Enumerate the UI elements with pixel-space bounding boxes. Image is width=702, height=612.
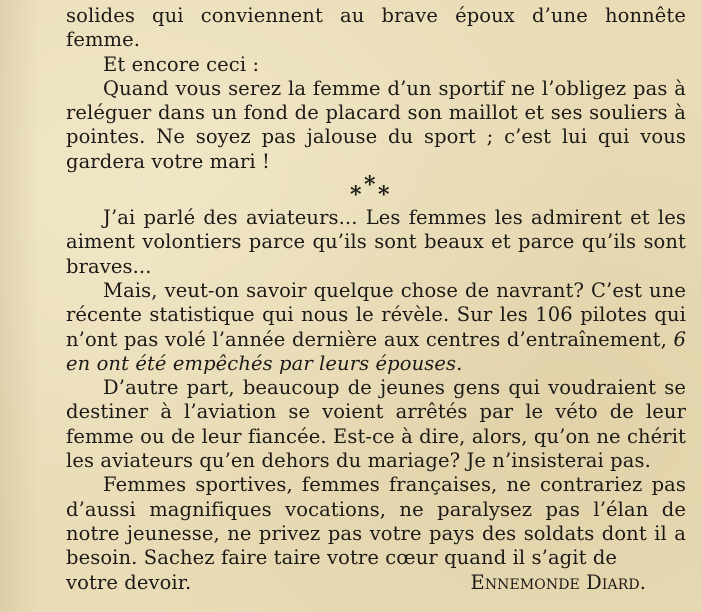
paragraph-navrant — [66, 279, 686, 376]
article-column — [66, 4, 686, 595]
navrant-emphasis: 6 en ont été empêchés par leurs épouses. — [66, 327, 686, 375]
paragraph-encore: Et encore ceci : — [103, 52, 260, 76]
paragraph-continuation-end — [66, 28, 686, 52]
asterism-separator — [66, 172, 686, 209]
paragraph-quand: Quand vous serez la femme d’un sportif ne l’obligez pas à reléguer dans un fond de placard son maillot et ses souliers à pointes. Ne soyez pas jalouse du sport ; c’est lui qui vous gardera votre mari ! — [66, 76, 686, 173]
paragraph-autre-part: D’autre part, beaucoup de jeunes gens qui voudraient se destiner à l’aviation se voient arrêtés par le véto de leur femme ou de leur fiancée. Est-ce à dire, alors, qu’on ne chérit les aviateurs qu’en dehors du mariage? Je n’insisterai pas. — [66, 376, 686, 473]
paragraph-aviateurs: J’ai parlé des aviateurs... Les femmes les admirent et les aiment volontiers parce qu’ils sont beaux et parce qu’ils sont braves... — [66, 206, 686, 278]
asterism-star-right: * — [378, 182, 390, 209]
paragraph-femmes: Femmes sportives, femmes françaises, ne contrariez pas d’aussi magnifiques vocations, ne paralysez pas l’élan de notre jeunesse, ne privez pas votre pays des soldats dont il a besoin. Sachez faire taire votre cœur quand il s’agit de — [66, 473, 686, 570]
closing-line — [66, 571, 646, 595]
author-signature: Ennemonde Diard. — [470, 570, 646, 594]
continuation-line-2: femme. — [66, 28, 141, 52]
paragraph-continuation — [66, 4, 686, 28]
asterism-star-top: * — [364, 172, 376, 199]
navrant-text: Mais, veut-on savoir quelque chose de navrant? C’est une récente statistique qui nous le révèle. Sur les 106 pilotes qui n’ont pas volé l’année dernière aux centres d’entraînement, — [66, 278, 686, 351]
continuation-line-1: solides qui conviennent au brave époux d’une honnête — [66, 4, 686, 27]
closing-text: votre devoir. — [66, 570, 192, 594]
asterism-star-left: * — [350, 182, 362, 209]
